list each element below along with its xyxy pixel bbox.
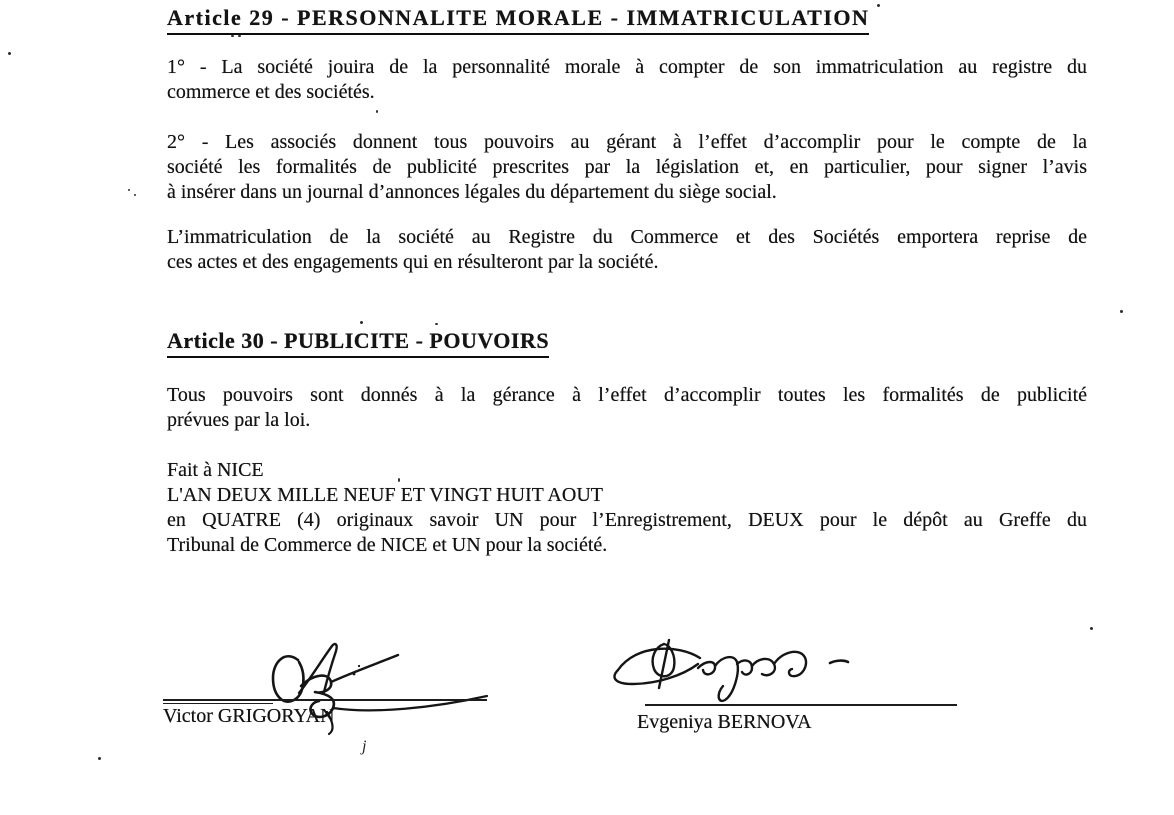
paragraph-2 (167, 130, 1087, 205)
scan-speck (128, 189, 130, 191)
signer-name-left: Victor GRIGORYAN (163, 705, 335, 727)
closing-block (167, 458, 1087, 558)
signature-bernova-handwriting (608, 636, 858, 711)
stray-ink-glyph: j (362, 738, 367, 755)
paragraph-3-line: ces actes et des engagements qui en résulteront par la société. (167, 251, 659, 273)
signature-line-left (163, 699, 487, 701)
article-29-heading (167, 6, 869, 35)
signature-line-right (645, 704, 957, 706)
scan-speck (8, 52, 11, 55)
signature-line-left-ghost (163, 703, 273, 704)
paragraph-4-line: prévues par la loi. (167, 409, 311, 431)
scan-speck (877, 4, 880, 7)
closing-copies-line: en QUATRE (4) originaux savoir UN pour l’Enregistrement, DEUX pour le dépôt au Greffe du (167, 509, 1087, 531)
scan-speck (398, 478, 400, 482)
scan-speck (231, 35, 234, 37)
signer-name-right: Evgeniya BERNOVA (637, 711, 812, 733)
scan-speck (1120, 310, 1123, 313)
paragraph-1-line: commerce et des sociétés. (167, 81, 375, 103)
scan-speck (238, 35, 241, 37)
paragraph-2-line: à insérer dans un journal d’annonces légales du département du siège social. (167, 181, 777, 203)
paragraph-2-line: société les formalités de publicité prescrites par la législation et, en particulier, pour signer l’avis (167, 156, 1087, 178)
closing-copies-line-2: Tribunal de Commerce de NICE et UN pour la société. (167, 534, 608, 556)
closing-date-line: L'AN DEUX MILLE NEUF ET VINGT HUIT AOUT (167, 484, 603, 506)
paragraph-1-line: 1° - La société jouira de la personnalité morale à compter de son immatriculation au registre du (167, 56, 1087, 78)
paragraph-3-line: L’immatriculation de la société au Registre du Commerce et des Sociétés emportera reprise de (167, 226, 1087, 248)
article-30-heading (167, 329, 549, 358)
paragraph-1 (167, 55, 1087, 105)
scan-speck (376, 110, 378, 113)
scan-speck (1090, 627, 1093, 630)
article-29-heading-text: Article 29 - PERSONNALITE MORALE - IMMATRICULATION (167, 6, 869, 35)
paragraph-4-line: Tous pouvoirs sont donnés à la gérance à l’effet d’accomplir toutes les formalités de publicité (167, 384, 1087, 406)
scan-speck (98, 757, 101, 760)
article-30-heading-text: Article 30 - PUBLICITE - POUVOIRS (167, 329, 549, 358)
paragraph-4 (167, 383, 1087, 433)
scan-speck (435, 323, 438, 325)
scan-speck (360, 321, 363, 324)
paragraph-3 (167, 225, 1087, 275)
paragraph-2-line: 2° - Les associés donnent tous pouvoirs au gérant à l’effet d’accomplir pour le compte de la (167, 131, 1087, 153)
closing-place-line: Fait à NICE (167, 459, 264, 481)
scan-speck (134, 194, 136, 196)
